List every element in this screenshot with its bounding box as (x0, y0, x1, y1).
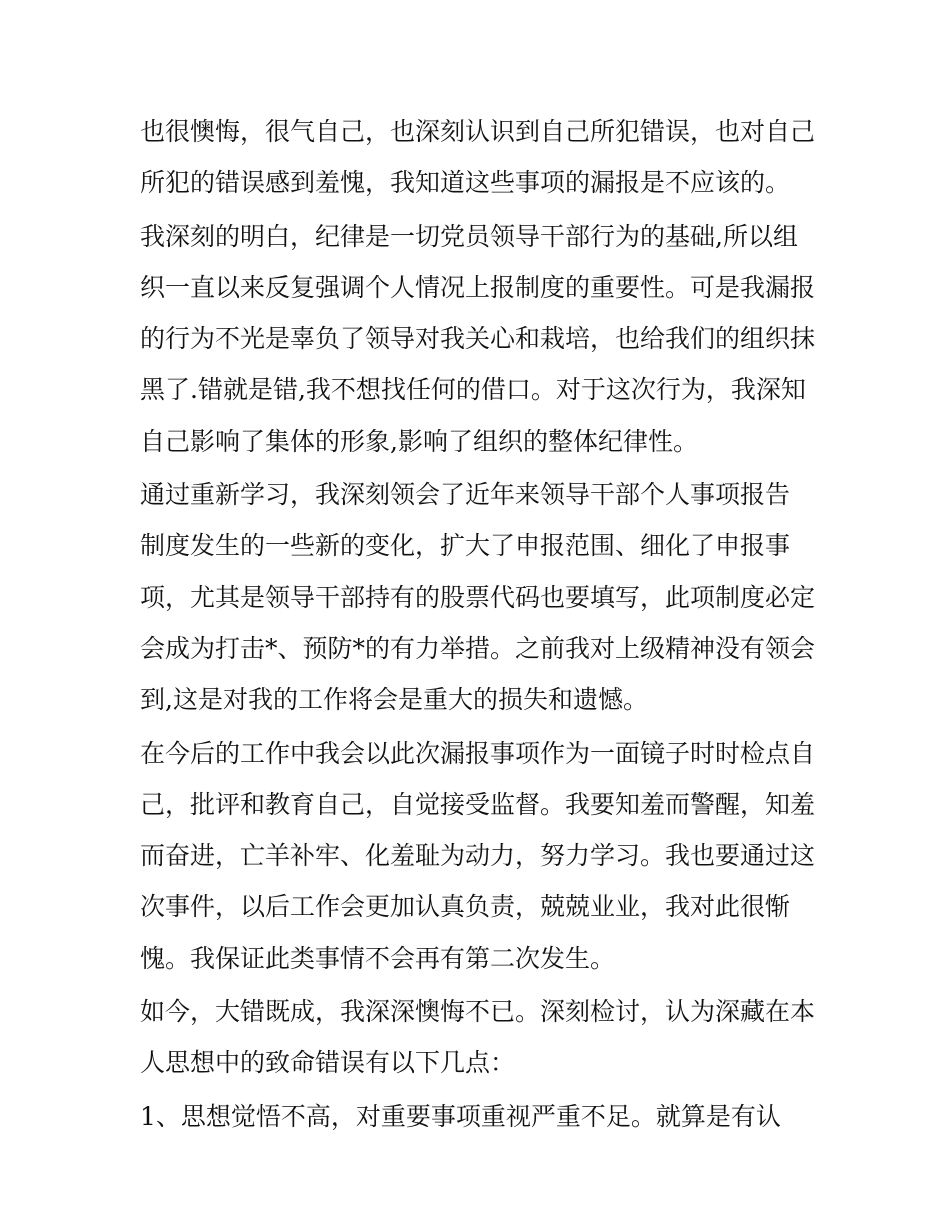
paragraph-point-one (140, 1091, 820, 1142)
text-line: 愧。我保证此类事情不会再有第二次发生。 (140, 943, 616, 973)
text-line: 次事件，以后工作会更加认真负责，兢兢业业，我对此很惭 (140, 892, 791, 922)
paragraph-self-review (140, 986, 820, 1089)
text-line: 自己影响了集体的形象,影响了组织的整体纪律性。 (140, 426, 698, 456)
document-body (140, 106, 820, 1142)
text-line: 项，尤其是领导干部持有的股票代码也要填写，此项制度必定 (140, 582, 816, 612)
paragraph-future-work (140, 728, 820, 984)
text-line: 我深刻的明白，纪律是一切党员领导干部行为的基础,所以组 (140, 221, 798, 251)
text-line: 而奋进，亡羊补牢、化羞耻为动力，努力学习。我也要通过这 (140, 841, 816, 871)
text-line: 黑了.错就是错,我不想找任何的借口。对于这次行为，我深知 (140, 375, 806, 405)
text-line: 到,这是对我的工作将会是重大的损失和遗憾。 (140, 685, 648, 715)
text-line: 也很懊悔，很气自己，也深刻认识到自己所犯错误，也对自己 (140, 117, 816, 146)
text-line: 如今，大错既成，我深深懊悔不已。深刻检讨，认为深藏在本 (140, 997, 816, 1027)
paragraph-relearning (140, 469, 820, 725)
text-line: 己，批评和教育自己，自觉接受监督。我要知羞而警醒，知羞 (140, 789, 816, 819)
text-line: 1、思想觉悟不高，对重要事项重视严重不足。就算是有认 (140, 1101, 781, 1131)
text-line: 织一直以来反复强调个人情况上报制度的重要性。可是我漏报 (140, 272, 816, 302)
text-line: 的行为不光是辜负了领导对我关心和栽培，也给我们的组织抹 (140, 324, 816, 354)
paragraph-discipline (140, 211, 820, 467)
paragraph-regret (140, 106, 820, 209)
text-line: 在今后的工作中我会以此次漏报事项作为一面镜子时时检点自 (140, 738, 816, 768)
text-line: 制度发生的一些新的变化，扩大了申报范围、细化了申报事 (140, 531, 791, 561)
text-line: 通过重新学习，我深刻领会了近年来领导干部个人事项报告 (140, 480, 791, 510)
text-line: 所犯的错误感到羞愧，我知道这些事项的漏报是不应该的。 (140, 168, 791, 198)
text-line: 会成为打击*、预防*的有力举措。之前我对上级精神没有领会 (140, 633, 816, 663)
text-line: 人思想中的致命错误有以下几点： (140, 1048, 516, 1078)
